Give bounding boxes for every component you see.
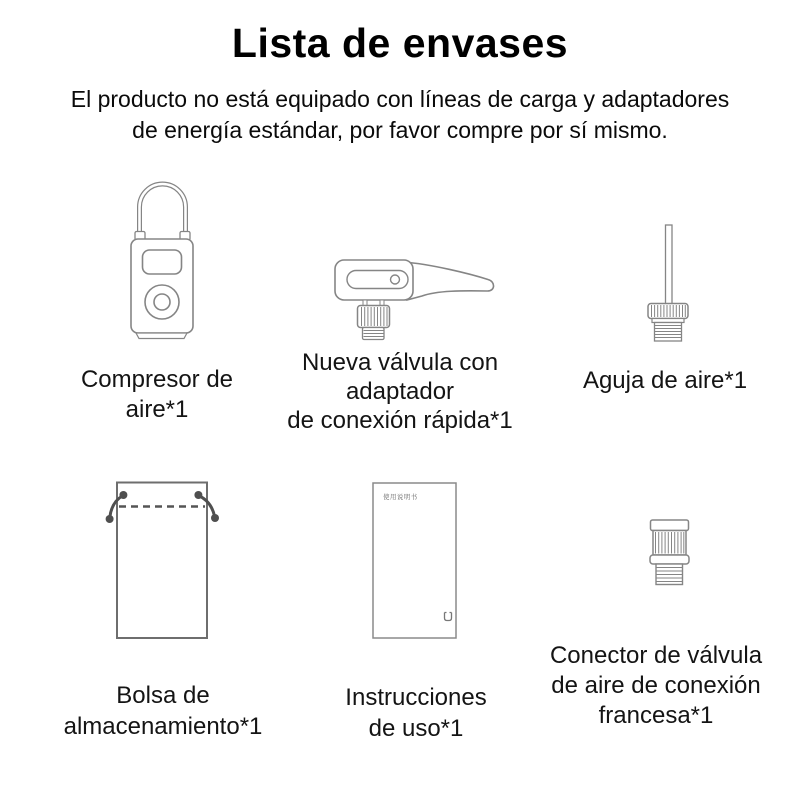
connector-ring bbox=[650, 555, 689, 564]
quick-valve-adapter-illustration bbox=[325, 250, 510, 345]
caption-line: Nueva válvula con bbox=[301, 349, 499, 376]
manual-cover-text: 使用说明书 bbox=[383, 494, 418, 501]
caption-line: aire*1 bbox=[125, 396, 189, 423]
french-valve-connector-illustration bbox=[635, 510, 705, 595]
valve-caption bbox=[270, 348, 530, 435]
valve-knurl bbox=[358, 306, 390, 328]
caption-line: Compresor de bbox=[80, 366, 234, 393]
connector-cap bbox=[651, 520, 689, 531]
bag-caption bbox=[33, 680, 293, 742]
caption-line: Aguja de aire*1 bbox=[582, 367, 748, 394]
caption-line: Bolsa de bbox=[116, 682, 210, 709]
caption-line: de uso*1 bbox=[368, 715, 464, 742]
caption-line: Instrucciones bbox=[345, 684, 487, 711]
french-valve-caption bbox=[526, 641, 786, 731]
manual-caption bbox=[286, 682, 546, 744]
page-subtitle bbox=[0, 84, 800, 146]
compressor-caption bbox=[27, 365, 287, 425]
valve-lever bbox=[403, 262, 494, 300]
caption-line: de conexión rápida*1 bbox=[287, 407, 513, 434]
user-manual-illustration bbox=[360, 475, 470, 645]
air-compressor-illustration bbox=[110, 172, 220, 342]
subtitle-line-2: de energía estándar, por favor compre por sí mismo. bbox=[132, 117, 668, 143]
caption-line: Conector de válvula bbox=[549, 642, 763, 669]
storage-bag-illustration bbox=[100, 475, 225, 645]
needle-caption bbox=[535, 366, 795, 396]
caption-line: almacenamiento*1 bbox=[63, 713, 263, 740]
compressor-base bbox=[136, 333, 187, 339]
subtitle-line-1: El producto no está equipado con líneas de carga y adaptadores bbox=[70, 86, 730, 112]
caption-line: adaptador bbox=[345, 378, 455, 405]
manual-cover bbox=[373, 483, 456, 638]
caption-line: francesa*1 bbox=[598, 702, 714, 729]
caption-line: de aire de conexión bbox=[551, 672, 761, 699]
needle-rod bbox=[666, 225, 673, 304]
air-needle-illustration bbox=[640, 220, 696, 345]
page-title: Lista de envases bbox=[231, 20, 569, 66]
